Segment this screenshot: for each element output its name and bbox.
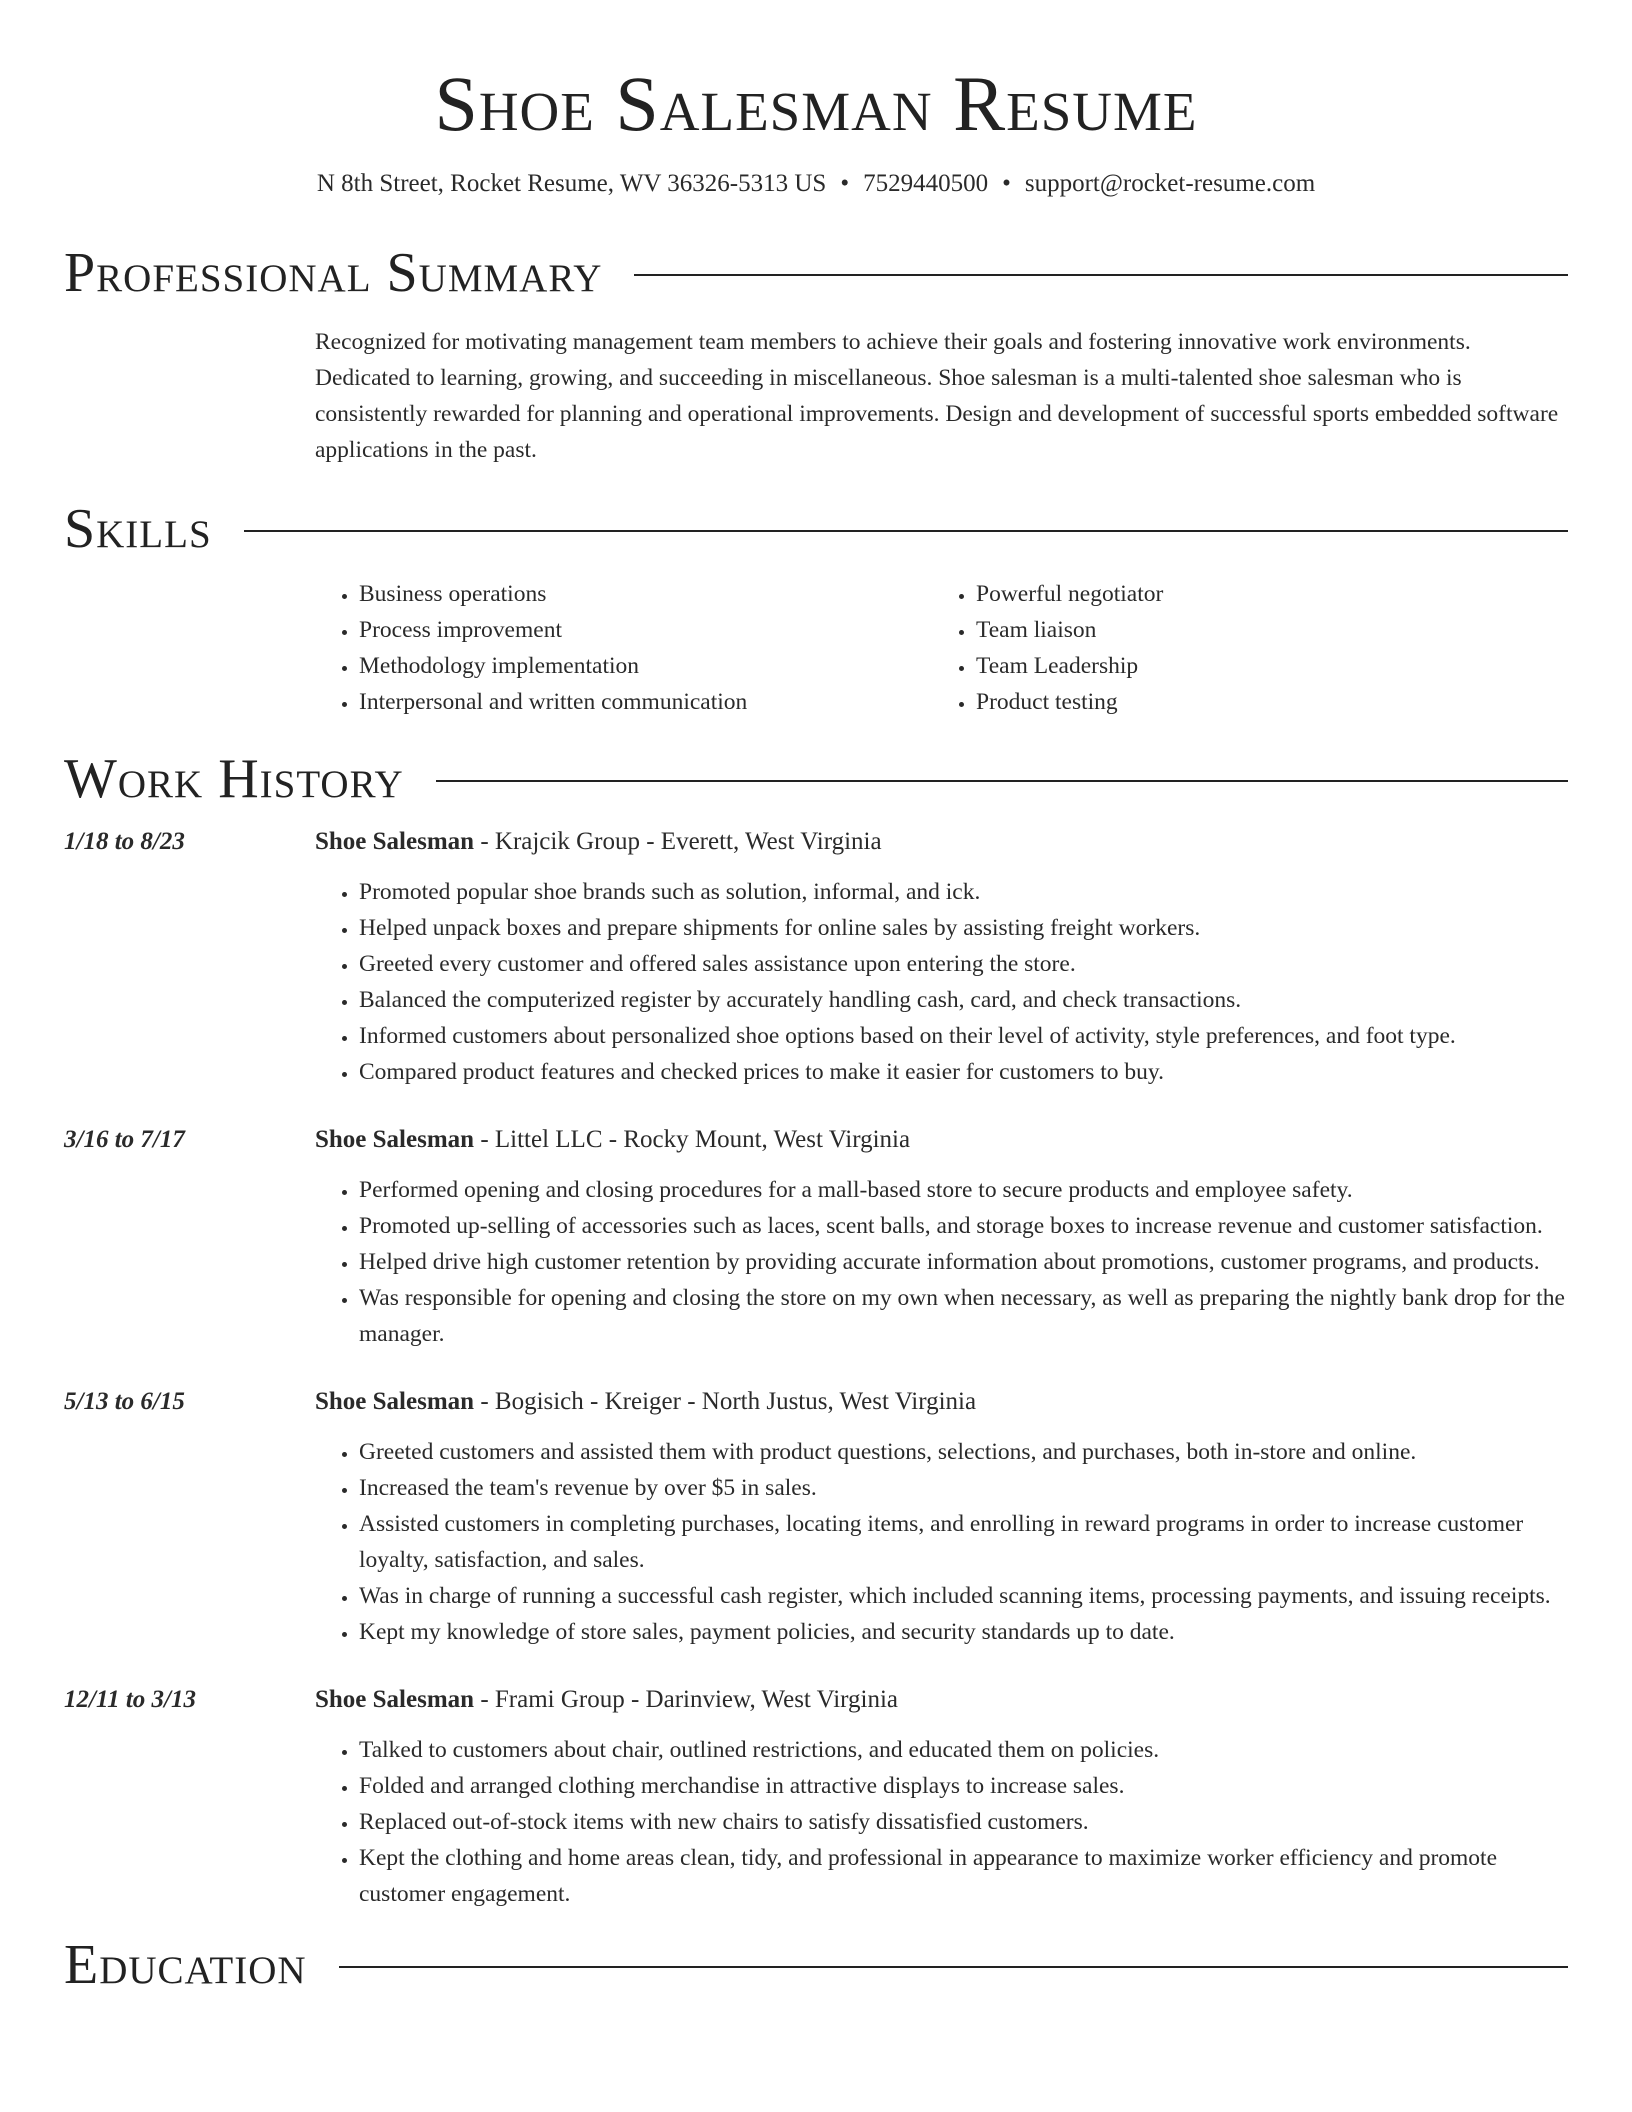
summary-text: Recognized for motivating management team members to achieve their goals and fostering innovative work environments. Dedicated to learning, growing, and succeeding in miscellaneous. Shoe salesman is a multi-talented shoe salesman who is consistently rewarded for planning and operational improvements. Design and development of successful sports embedded software applications in the past. — [315, 329, 1559, 463]
job-entry — [64, 1682, 1568, 1912]
job-header — [64, 1384, 1568, 1420]
education-heading: Education — [64, 1934, 307, 1996]
contact-separator: • — [1002, 170, 1011, 197]
job-bullet: • Performed opening and closing procedures for a mall-based store to secure products and employee safety. — [359, 1172, 1568, 1208]
work-section-header — [64, 748, 1568, 810]
job-employer: - Frami Group - Darinview, West Virginia — [474, 1686, 899, 1713]
job-entry — [64, 1122, 1568, 1352]
job-title: Shoe Salesman — [315, 1388, 475, 1415]
skills-section-header — [64, 498, 1568, 560]
job-employer: - Bogisich - Kreiger - North Justus, West Virginia — [474, 1388, 977, 1415]
job-entry — [64, 1384, 1568, 1650]
job-bullet: • Talked to customers about chair, outlined restrictions, and educated them on policies. — [359, 1732, 1568, 1768]
contact-line — [64, 168, 1568, 200]
job-bullet: • Promoted up-selling of accessories such as laces, scent balls, and storage boxes to increase revenue and customer satisfaction. — [359, 1208, 1568, 1244]
job-employer: - Krajcik Group - Everett, West Virginia — [474, 828, 882, 855]
job-bullet: • Kept my knowledge of store sales, payment policies, and security standards up to date. — [359, 1614, 1568, 1650]
skill-item: • Process improvement — [359, 612, 932, 648]
summary-section-header — [64, 242, 1568, 304]
job-bullets — [315, 1172, 1568, 1352]
education-section-header — [64, 1934, 1568, 1996]
job-dates: 3/16 to 7/17 — [64, 1126, 185, 1153]
skill-item: • Product testing — [976, 684, 1549, 720]
job-heading-line — [315, 1682, 898, 1718]
skills-column-right — [932, 576, 1549, 720]
job-dates: 12/11 to 3/13 — [64, 1686, 196, 1713]
skill-item: • Team Leadership — [976, 648, 1549, 684]
job-bullet: • Compared product features and checked prices to make it easier for customers to buy. — [359, 1054, 1568, 1090]
contact-phone: 7529440500 — [863, 170, 989, 197]
job-bullet: • Was responsible for opening and closing the store on my own when necessary, as well as preparing the nightly bank drop for the manager. — [359, 1280, 1568, 1352]
skills-list — [315, 576, 1568, 720]
contact-separator: • — [840, 170, 850, 197]
job-bullet: • Helped unpack boxes and prepare shipments for online sales by assisting freight workers. — [359, 910, 1568, 946]
skill-item: • Business operations — [359, 576, 932, 612]
job-bullet: • Informed customers about personalized shoe options based on their level of activity, style preferences, and foot type. — [359, 1018, 1568, 1054]
job-bullets — [315, 1434, 1568, 1650]
skills-column-left — [315, 576, 932, 720]
section-divider — [634, 274, 1568, 276]
job-entry — [64, 824, 1568, 1090]
job-bullet: • Assisted customers in completing purchases, locating items, and enrolling in reward programs in order to increase customer loyalty, satisfaction, and sales. — [359, 1506, 1568, 1578]
contact-email: support@rocket-resume.com — [1024, 170, 1316, 197]
job-bullet: • Replaced out-of-stock items with new chairs to satisfy dissatisfied customers. — [359, 1804, 1568, 1840]
job-bullet: • Was in charge of running a successful cash register, which included scanning items, processing payments, and issuing receipts. — [359, 1578, 1568, 1614]
job-heading-line — [315, 1122, 910, 1158]
section-divider — [339, 1966, 1568, 1968]
job-header — [64, 824, 1568, 860]
skill-item: • Powerful negotiator — [976, 576, 1549, 612]
job-title: Shoe Salesman — [315, 828, 475, 855]
skill-item: • Team liaison — [976, 612, 1549, 648]
section-divider — [244, 530, 1568, 532]
resume-title: Shoe Salesman Resume — [434, 60, 1198, 147]
job-dates: 5/13 to 6/15 — [64, 1388, 185, 1415]
job-employer: - Littel LLC - Rocky Mount, West Virginia — [474, 1126, 911, 1153]
job-title: Shoe Salesman — [315, 1686, 475, 1713]
contact-address: N 8th Street, Rocket Resume, WV 36326-5313 US — [316, 170, 827, 197]
job-bullet: • Greeted every customer and offered sales assistance upon entering the store. — [359, 946, 1568, 982]
job-bullet: • Increased the team's revenue by over $5 in sales. — [359, 1470, 1568, 1506]
resume-page — [64, 0, 1568, 1996]
job-bullet: • Promoted popular shoe brands such as solution, informal, and ick. — [359, 874, 1568, 910]
job-header — [64, 1122, 1568, 1158]
work-heading: Work History — [64, 748, 404, 810]
job-bullet: • Greeted customers and assisted them with product questions, selections, and purchases, both in-store and online. — [359, 1434, 1568, 1470]
job-bullet: • Helped drive high customer retention by providing accurate information about promotions, customer programs, and products. — [359, 1244, 1568, 1280]
section-divider — [436, 780, 1568, 782]
job-bullet: • Balanced the computerized register by accurately handling cash, card, and check transactions. — [359, 982, 1568, 1018]
job-title: Shoe Salesman — [315, 1126, 475, 1153]
job-header — [64, 1682, 1568, 1718]
job-dates: 1/18 to 8/23 — [64, 828, 185, 855]
job-bullets — [315, 874, 1568, 1090]
job-bullet: • Kept the clothing and home areas clean, tidy, and professional in appearance to maximize worker efficiency and promote customer engagement. — [359, 1840, 1568, 1912]
job-heading-line — [315, 824, 882, 860]
summary-heading: Professional Summary — [64, 242, 603, 304]
job-heading-line — [315, 1384, 976, 1420]
skill-item: • Interpersonal and written communication — [359, 684, 932, 720]
skill-item: • Methodology implementation — [359, 648, 932, 684]
job-bullet: • Folded and arranged clothing merchandise in attractive displays to increase sales. — [359, 1768, 1568, 1804]
skills-heading: Skills — [64, 498, 212, 560]
job-bullets — [315, 1732, 1568, 1912]
